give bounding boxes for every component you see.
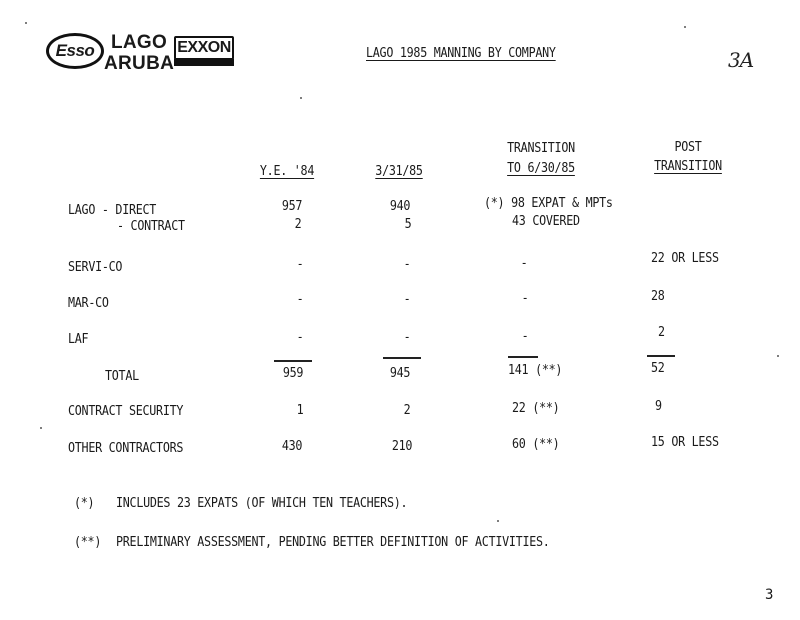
cell-lago-contract-transition: 43 COVERED [512,214,580,229]
cell-marco-transition: - [521,291,529,306]
cell-servico-mar85: - [403,257,411,272]
cell-lago-direct-transition: (*) 98 EXPAT & MPTs [484,196,613,211]
cell-servico-transition: - [520,256,528,271]
footnote-single-text: INCLUDES 23 EXPATS (OF WHICH TEN TEACHERS). [116,496,408,511]
row-label-contract-security: CONTRACT SECURITY [68,404,184,419]
cell-total-ye84: 959 [282,366,304,381]
column-header-post-top: POST [674,140,702,155]
footnote-double-text: PRELIMINARY ASSESSMENT, PENDING BETTER DEFINITION OF ACTIVITIES. [116,535,550,550]
footnote-single-mark: (*) [74,496,95,511]
cell-total-mar85: 945 [389,366,411,381]
logo-bar [174,59,234,66]
row-label-marco: MAR-CO [68,296,109,311]
cell-marco-mar85: - [403,292,411,307]
total-rule-ye84 [274,360,312,362]
scan-speck [777,355,779,357]
total-rule-post [647,355,675,357]
cell-other-contractors-post: 15 OR LESS [651,435,719,450]
page-number: 3 [765,587,774,603]
scan-speck [25,22,27,24]
cell-laf-post: 2 [658,325,665,340]
scan-speck [300,97,302,99]
cell-marco-ye84: - [296,292,304,307]
column-header-ye84: Y.E. '84 [259,164,315,179]
cell-servico-ye84: - [296,257,304,272]
cell-contract-security-ye84: 1 [296,403,304,418]
column-header-transition-top: TRANSITION [507,141,575,156]
cell-lago-contract-ye84: 2 [294,217,302,232]
row-label-lago-direct: LAGO - DIRECT [68,203,157,218]
scan-speck [40,427,42,429]
logo-aruba-text: ARUBA [104,53,175,74]
cell-contract-security-post: 9 [655,399,662,414]
cell-other-contractors-ye84: 430 [281,439,303,454]
row-label-other-contractors: OTHER CONTRACTORS [68,441,184,456]
cell-contract-security-transition: 22 (**) [512,401,560,416]
page-title: LAGO 1985 MANNING BY COMPANY [366,46,556,61]
cell-total-transition: 141 (**) [508,363,563,378]
cell-laf-transition: - [521,329,529,344]
scan-speck [497,520,499,522]
cell-contract-security-mar85: 2 [403,403,411,418]
exxon-logo: EXXON [174,36,234,60]
total-rule-transition [508,356,538,358]
row-label-total: TOTAL [105,369,139,384]
row-label-lago-contract: - CONTRACT [117,219,185,234]
cell-marco-post: 28 [651,289,665,304]
cell-lago-direct-ye84: 957 [281,199,303,214]
esso-logo: Esso [46,33,104,69]
cell-servico-post: 22 OR LESS [651,251,719,266]
cell-lago-direct-mar85: 940 [389,199,411,214]
column-header-transition-bottom: TO 6/30/85 [507,161,575,176]
scan-speck [684,26,686,28]
cell-laf-mar85: - [403,330,411,345]
cell-other-contractors-transition: 60 (**) [512,437,560,452]
row-label-laf: LAF [68,332,89,347]
row-label-servico: SERVI-CO [68,260,123,275]
column-header-post-bottom: TRANSITION [654,159,722,174]
cell-other-contractors-mar85: 210 [391,439,413,454]
cell-laf-ye84: - [296,330,304,345]
cell-total-post: 52 [651,361,665,376]
logo-lago-text: LAGO [111,32,168,53]
page-code: 3A [728,48,754,72]
cell-lago-contract-mar85: 5 [404,217,412,232]
column-header-mar85: 3/31/85 [375,164,423,179]
total-rule-mar85 [383,357,421,359]
footnote-double-mark: (**) [74,535,102,550]
